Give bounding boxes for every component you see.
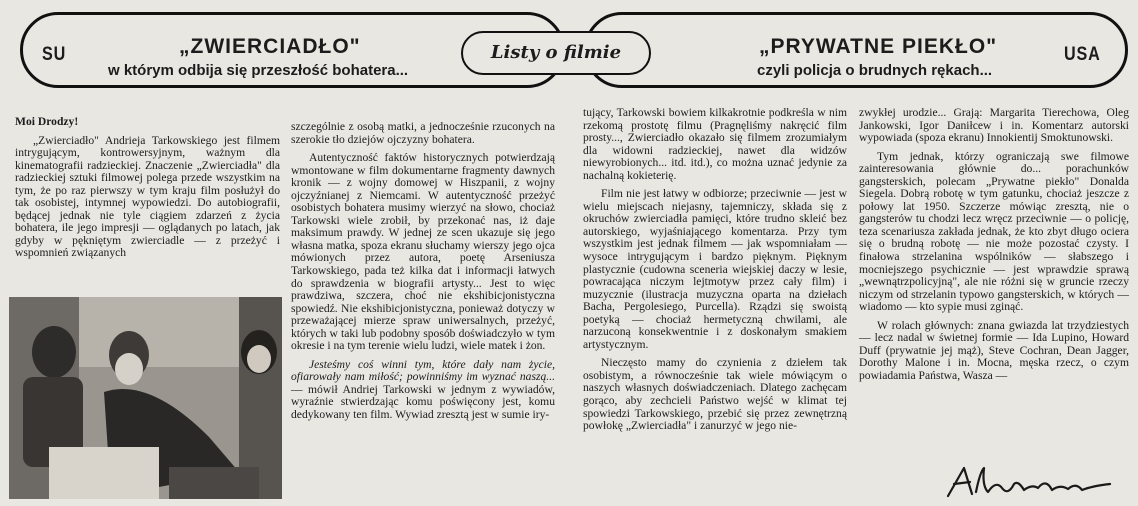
paragraph: szczególnie z osobą matki, a jednocześnie rzuconych na szerokie tło dziejów ojczyzny bohatera. [291,120,555,146]
paragraph: Tym jednak, którzy ograniczają swe filmowe zainteresowania głównie do... porachunków gangsterskich, polecam „Prywatne piekło" Donalda Siegela. Dobrą robotę w tym gatunku, chociaż jeszcze z połowy lat 1950. Szczerze mówiąc zresztą, nie o gangsterów tu chodzi lecz wręcz przeciwnie — o policję, teza scenariusza zakłada jednak, że kto zbyt długo ociera się o brudną robotę — nie może pozostać czysty. I finałowa strzelanina wspólników — słabszego i mocniejszego psychicznie — jest wprawdzie sprawą „wewnątrzpolicyjną", ale nie różni się w gruncie rzeczy niczym od strzelanin typowo gangsterskich, w których — wiadomo — kto sypie musi zginąć. [859,149,1129,314]
article-column-3 [583,107,847,433]
author-signature [942,462,1117,502]
article-column-1 [15,116,280,260]
country-label-left: SU [42,44,67,65]
film-still-photo [9,297,282,499]
quote: Jesteśmy coś winni tym, które dały nam życie, ofiarowały nam miłość; powinniśmy im wyznać naszą... [291,357,555,384]
paragraph: Film nie jest łatwy w odbiorze; przeciwnie — jest w wielu miejscach niejasny, tajemniczy, składa się z okruchów zwierciadła pamięci, które trudno skleić bez autorskiego, wyjaśniającego komentarza. Przy tym wszystkim jest jednak filmem — jak wspomniałam — wysoce intrygującym i bardzo pięknym. Pięknym plastycznie (cudowna sceneria wiejskiej daczy w lesie, powracająca niczym lejtmotyw przez cały film) i muzycznie (ilustracja muzyczna oparta na dziełach Bacha, Pergolesiego, Purcella). Rządzi się swoistą poetyką — chociaż hermetyczną chwilami, ale narzuconą konsekwentnie i z doskonałym smakiem artystycznym. [583,187,847,351]
paragraph: tujący, Tarkowski bowiem kilkakrotnie podkreśla w nim rzekomą prostotę filmu (Pragnęliśmy nakręcić film prosty..., Zwierciadło okazało się filmem zrozumiałym dla widowni radzieckiej, nawet dla widzów niewyrobionych... itd. itd.), co można uznać jedynie za nachalną kokieterię. [583,106,847,182]
paragraph: Autentyczność faktów historycznych potwierdzają wmontowane w film dokumentarne fragmenty dawnych kronik — z wojny domowej w Hiszpanii, z wojny ojczyźnianej z Niemcami. W autentyczność przeżyć osobistych bohatera musimy wierzyć na słowo, chociaż Tarkowski wiele zrobił, by przekonać nas, iż daje maksimum prawdy. W jednej ze scen ukazuje się jego własna matka, spoza ekranu słuchamy wierszy jego ojca mówionych przez autora, poetę Arseniusza Tarkowskiego, pada też kilka dat i informacji łatwych do sprawdzenia w biografii artysty... Jest to więc prawdziwa, szczera, choć nie ekshibicjonistyczna spowiedź. Nie ekshibicjonistyczna, ponieważ dotyczy w przeważającej mierze spraw uniwersalnych, przeżyć, których w taki lub podobny sposób doświadczyło w tym okresie i na tym terenie wielu ludzi, wiele matek i żon. [291,151,555,353]
paragraph: — mówił Andriej Tarkowski w jednym z wywiadów, wyraźnie stwierdzając komu poświęcony jest, komu dedykowany ten film. Wywiad zresztą jest w sumie iry- [291,382,555,422]
film-title-left: „ZWIERCIADŁO" [179,35,361,58]
film-subtitle-right: czyli policja o brudnych rękach... [757,62,993,79]
film-still-image [9,297,282,499]
section-label: Listy o filmie [461,31,651,75]
paragraph: Nieczęsto mamy do czynienia z dziełem tak osobistym, a równocześnie tak wiele mówiącym o naszych własnych doświadczeniach. Dlatego zachęcam gorąco, aby zechcieli Państwo wejść w klimat tej spowiedzi Tarkowskiego, przebić się przez zewnętrzną powłokę „Zwierciadła" i zanurzyć w jego nie- [583,356,847,433]
paragraph: W rolach głównych: znana gwiazda lat trzydziestych — lecz nadal w świetnej formie — Ida Lupino, Howard Duff (prywatnie jej mąż), Steve Cochran, Dean Jagger, Dorothy Malone i in. Mocna, męska rzecz, o czym powiadamia Państwa, Wasza — [859,318,1129,382]
article-column-2 [291,121,555,422]
greeting: Moi Drodzy! [15,115,79,128]
article-column-4 [859,107,1129,382]
film-subtitle-left: w którym odbija się przeszłość bohatera... [108,62,409,79]
paragraph: „Zwierciadło" Andrieja Tarkowskiego jest filmem intrygującym, kontrowersyjnym, ważnym dla kinematografii radzieckiej. Znaczenie „Zwierciadła" dla radzieckiej sztuki filmowej polega przede wszystkim na tym, że po raz pierwszy w tym kraju film posłużył do tak osobistej, intymnej wypowiedzi. Do autobiografii, będącej jednak nie tyle ciągiem zdarzeń z życia bohatera, ile jego impresji — oglądanych po latach, jak gdyby w pękniętym zwierciadle — z przeżyć i wspomnień związanych [15,133,280,260]
paragraph: zwykłej urodzie... Grają: Margarita Tierechowa, Oleg Jankowski, Igor Daniłcew i in. Komentarz autorski wypowiada (spoza ekranu) Innokientij Smoktunowski. [859,106,1129,145]
country-label-right: USA [1064,44,1101,65]
film-title-right: „PRYWATNE PIEKŁO" [759,35,998,58]
